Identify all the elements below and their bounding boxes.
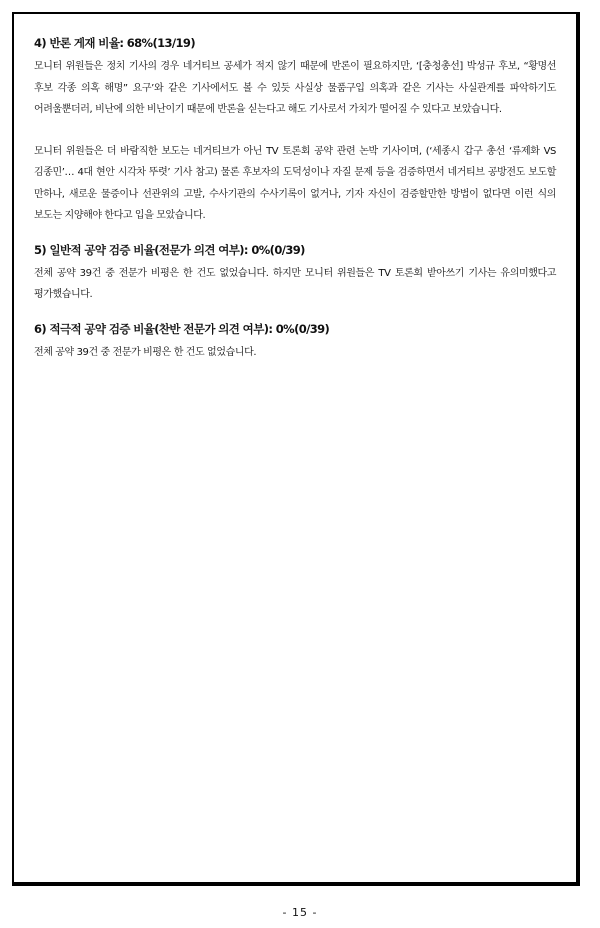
spacer <box>34 227 556 241</box>
section-5-paragraph: 전체 공약 39건 중 전문가 비평은 한 건도 없었습니다. 하지만 모니터 위원들은 TV 토론회 받아쓰기 기사는 유의미했다고 평가했습니다. <box>34 267 556 300</box>
section-6 <box>34 320 556 364</box>
section-5-heading: 5) 일반적 공약 검증 비율(전문가 의견 여부): 0%(0/39) <box>34 242 305 257</box>
spacer <box>34 306 556 320</box>
section-6-heading: 6) 적극적 공약 검증 비율(찬반 전문가 의견 여부): 0%(0/39) <box>34 321 330 336</box>
page-number: - 15 - <box>282 906 318 919</box>
section-4-paragraph-1: 모니터 위원들은 정치 기사의 경우 네거티브 공세가 적지 않기 때문에 반론이 필요하지만, ‘[충청총선] 박성규 후보, “황명선 후보 각종 의혹 해명” 요구’와 같은 기사에서도 볼 수 있듯 사실상 물품구입 의혹과 같은 기사는 사실관계를 파악하기도 어려울뿐더러, 비난에 의한 비난이기 때문에 반론을 싣는다고 해도 기사로서 가치가 떨어질 수 있다고 보았습니다. <box>34 61 556 115</box>
page-frame <box>12 12 580 886</box>
spacer <box>34 121 556 141</box>
section-4 <box>34 34 556 227</box>
section-4-paragraph-2: 모니터 위원들은 더 바람직한 보도는 네거티브가 아닌 TV 토론회 공약 관련 논박 기사이며, (‘세종시 갑구 총선 ‘류제화 VS 김종민’… 4대 현안 시각차 뚜렷’ 기사 참고) 물론 후보자의 도덕성이나 자질 문제 등을 검증하면서 네거티브 공방전도 보도할 만하나, 새로운 물증이나 선관위의 고발, 수사기관의 수사기록이 없거나, 기자 자신이 검증할만한 방법이 없다면 이런 식의 보도는 지양해야 한다고 입을 모았습니다. <box>34 145 556 221</box>
section-5 <box>34 241 556 306</box>
section-6-paragraph: 전체 공약 39건 중 전문가 비평은 한 건도 없었습니다. <box>34 346 257 358</box>
section-4-heading: 4) 반론 게재 비율: 68%(13/19) <box>34 36 195 50</box>
